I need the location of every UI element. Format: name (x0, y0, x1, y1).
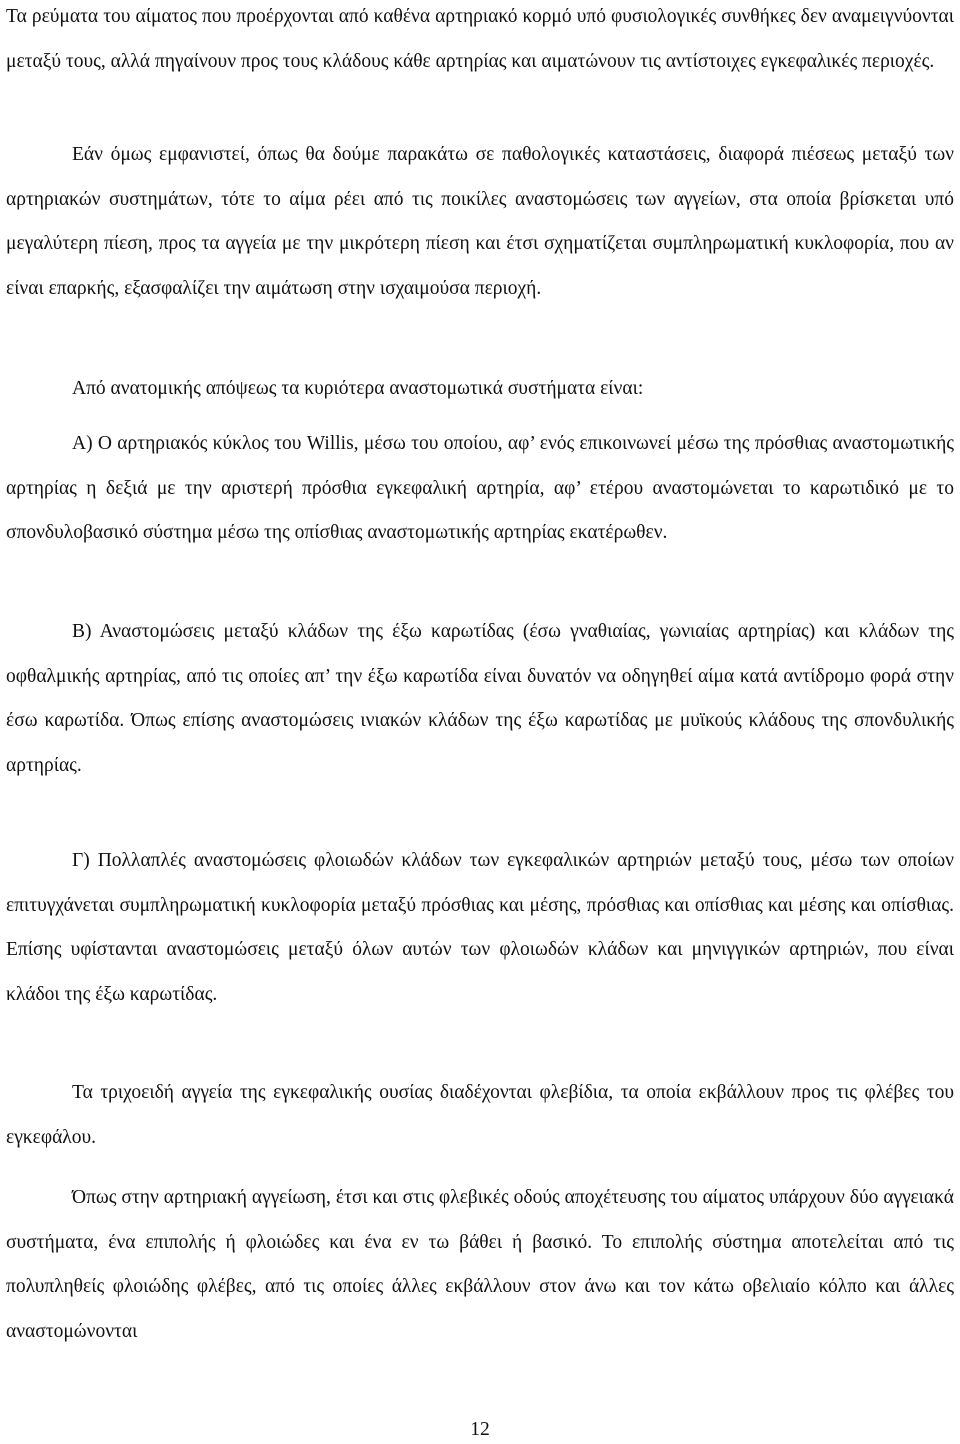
paragraph-external-carotid-anastomoses: Β) Αναστομώσεις μεταξύ κλάδων της έξω καρωτίδας (έσω γναθιαίας, γωνιαίας αρτηρίας) και κλάδων της οφθαλμικής αρτηρίας, από τις οποίες απ’ την έξω καρωτίδα είναι δυνατόν να οδηγηθεί αίμα κατά αντίδρομο φορά στην έσω καρωτίδα. Όπως επίσης αναστομώσεις ινιακών κλάδων της έξω καρωτίδας με μυϊκούς κλάδους της σπονδυλικής αρτηρίας. (6, 621, 954, 776)
paragraph-anastomotic-systems-intro: Από ανατομικής απόψεως τα κυριότερα αναστομωτικά συστήματα είναι: (72, 378, 644, 399)
paragraph-cortical-anastomoses: Γ) Πολλαπλές αναστομώσεις φλοιωδών κλάδων των εγκεφαλικών αρτηριών μεταξύ τους, μέσω των οποίων επιτυγχάνεται συμπληρωματική κυκλοφορία μεταξύ πρόσθιας και μέσης, πρόσθιας και οπίσθιας και μέσης και οπίσθιας. Επίσης υφίστανται αναστομώσεις μεταξύ όλων αυτών των φλοιωδών κλάδων και μηνιγγικών αρτηριών, που είναι κλάδοι της έξω καρωτίδας. (6, 850, 954, 1005)
paragraph-blood-streams: Τα ρεύματα του αίματος που προέρχονται από καθένα αρτηριακό κορμό υπό φυσιολογικές συνθήκες δεν αναμειγνύονται μεταξύ τους, αλλά πηγαίνουν προς τους κλάδους κάθε αρτηρίας και αιματώνουν τις αντίστοιχες εγκεφαλικές περιοχές. (6, 6, 954, 72)
paragraph-collateral-circulation: Εάν όμως εμφανιστεί, όπως θα δούμε παρακάτω σε παθολογικές καταστάσεις, διαφορά πιέσεως μεταξύ των αρτηριακών συστημάτων, τότε το αίμα ρέει από τις ποικίλες αναστομώσεις των αγγείων, στα οποία βρίσκεται υπό μεγαλύτερη πίεση, προς τα αγγεία με την μικρότερη πίεση και έτσι σχηματίζεται συμπληρωματική κυκλοφορία, που αν είναι επαρκής, εξασφαλίζει την αιμάτωση στην ισχαιμούσα περιοχή. (6, 144, 954, 299)
paragraph-capillaries-venules: Τα τριχοειδή αγγεία της εγκεφαλικής ουσίας διαδέχονται φλεβίδια, τα οποία εκβάλλουν προς τις φλέβες του εγκεφάλου. (6, 1082, 954, 1148)
paragraph-venous-drainage: Όπως στην αρτηριακή αγγείωση, έτσι και στις φλεβικές οδούς αποχέτευσης του αίματος υπάρχουν δύο αγγειακά συστήματα, ένα επιπολής ή φλοιώδες και ένα εν τω βάθει ή βασικό. Το επιπολής σύστημα αποτελείται από τις πολυπληθείς φλοιώδης φλέβες, από τις οποίες άλλες εκβάλλουν στον άνω και τον κάτω οβελιαίο κόλπο και άλλες αναστομώνονται (6, 1187, 954, 1342)
paragraph-circle-of-willis: Α) Ο αρτηριακός κύκλος του Willis, μέσω του οποίου, αφ’ ενός επικοινωνεί μέσω της πρόσθιας αναστομωτικής αρτηρίας η δεξιά με την αριστερή πρόσθια εγκεφαλική αρτηρία, αφ’ ετέρου αναστομώνεται το καρωτιδικό με το σπονδυλοβασικό σύστημα μέσω της οπίσθιας αναστομωτικής αρτηρίας εκατέρωθεν. (6, 433, 954, 544)
page-number: 12 (470, 1419, 490, 1440)
